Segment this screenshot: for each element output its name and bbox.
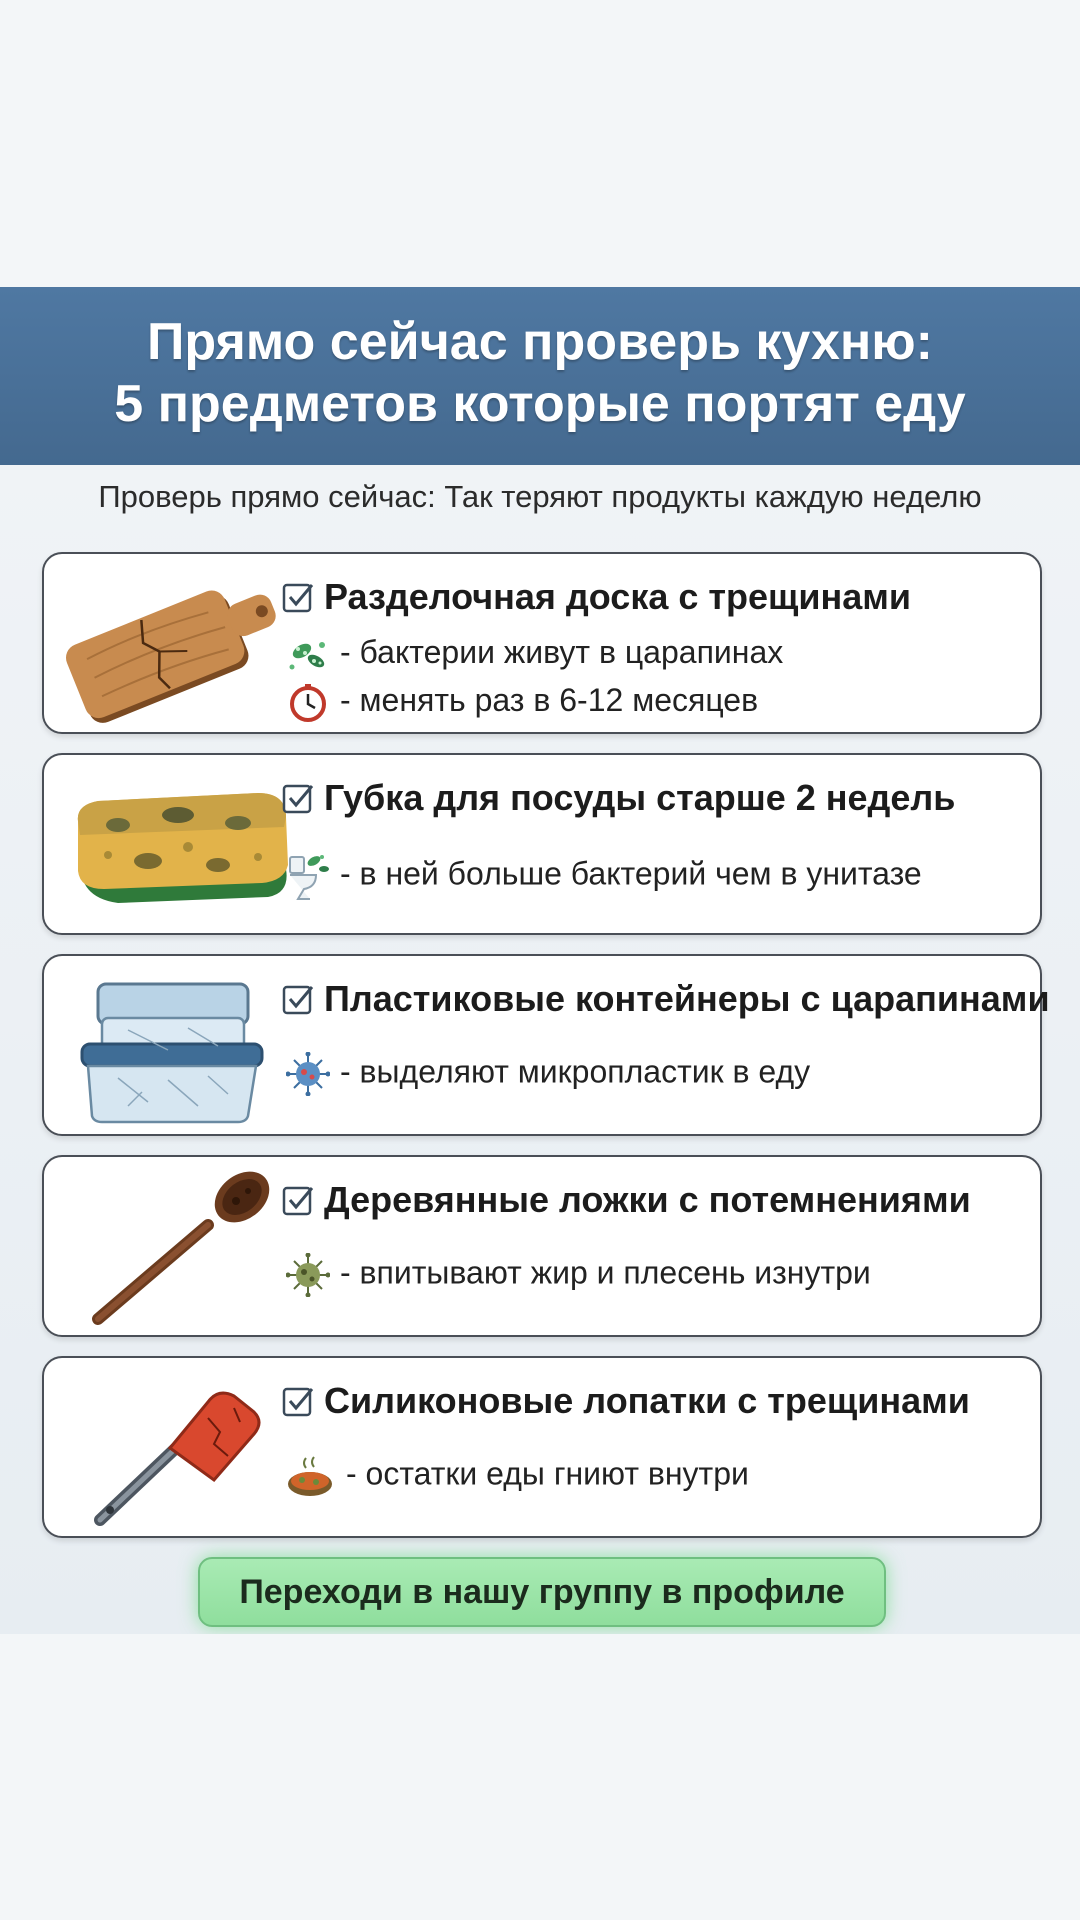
wooden-spoon-image — [58, 1167, 298, 1327]
checkbox-check-icon — [282, 1184, 314, 1216]
item-detail-1a: - бактерии живут в царапинах — [286, 634, 783, 675]
rotting-food-icon — [286, 1454, 336, 1498]
sponge-image — [58, 765, 298, 925]
infographic-poster — [0, 287, 1080, 1634]
item-card-silicone-spatula — [42, 1356, 1042, 1538]
item-title-3: Пластиковые контейнеры с царапинами — [282, 978, 1050, 1020]
item-title-1: Разделочная доска с трещинами — [282, 576, 911, 618]
item-card-plastic-containers — [42, 954, 1050, 1136]
top-background-band — [0, 0, 1080, 287]
item-title-5: Силиконовые лопатки с трещинами — [282, 1380, 970, 1422]
item-title-4: Деревянные ложки с потемнениями — [282, 1179, 971, 1221]
item-detail-5a: - остатки еды гниют внутри — [286, 1454, 749, 1498]
poster-header — [0, 287, 1080, 465]
item-detail-3a: - выделяют микропластик в еду — [286, 1052, 810, 1096]
page-subtitle: Проверь прямо сейчас: Так теряют продукты каждую неделю — [98, 479, 982, 514]
checkbox-check-icon — [282, 581, 314, 613]
virus-icon — [286, 1052, 330, 1096]
page-title-line-2: 5 предметов которые портят еду — [114, 375, 966, 433]
checkbox-check-icon — [282, 1385, 314, 1417]
clock-icon — [286, 683, 330, 723]
item-card-cutting-board — [42, 552, 1042, 734]
toilet-bacteria-icon — [286, 851, 330, 901]
checkbox-check-icon — [282, 983, 314, 1015]
bottom-background-band — [0, 1634, 1080, 1920]
bacteria-icon — [286, 635, 330, 675]
item-detail-1b: - менять раз в 6-12 месяцев — [286, 682, 758, 723]
germ-icon — [286, 1253, 330, 1297]
join-group-button[interactable]: Переходи в нашу группу в профиле — [198, 1557, 886, 1627]
item-detail-4a: - впитывают жир и плесень изнутри — [286, 1253, 871, 1297]
item-title-2: Губка для посуды старше 2 недель — [282, 777, 955, 819]
item-card-sponge — [42, 753, 1042, 935]
cutting-board-image — [58, 564, 298, 724]
item-detail-2a: - в ней больше бактерий чем в унитазе — [286, 851, 922, 901]
page-title-line-1: Прямо сейчас проверь кухню: — [146, 313, 934, 371]
silicone-spatula-image — [58, 1368, 298, 1528]
plastic-containers-image — [58, 966, 298, 1126]
item-card-wooden-spoon — [42, 1155, 1042, 1337]
checkbox-check-icon — [282, 782, 314, 814]
